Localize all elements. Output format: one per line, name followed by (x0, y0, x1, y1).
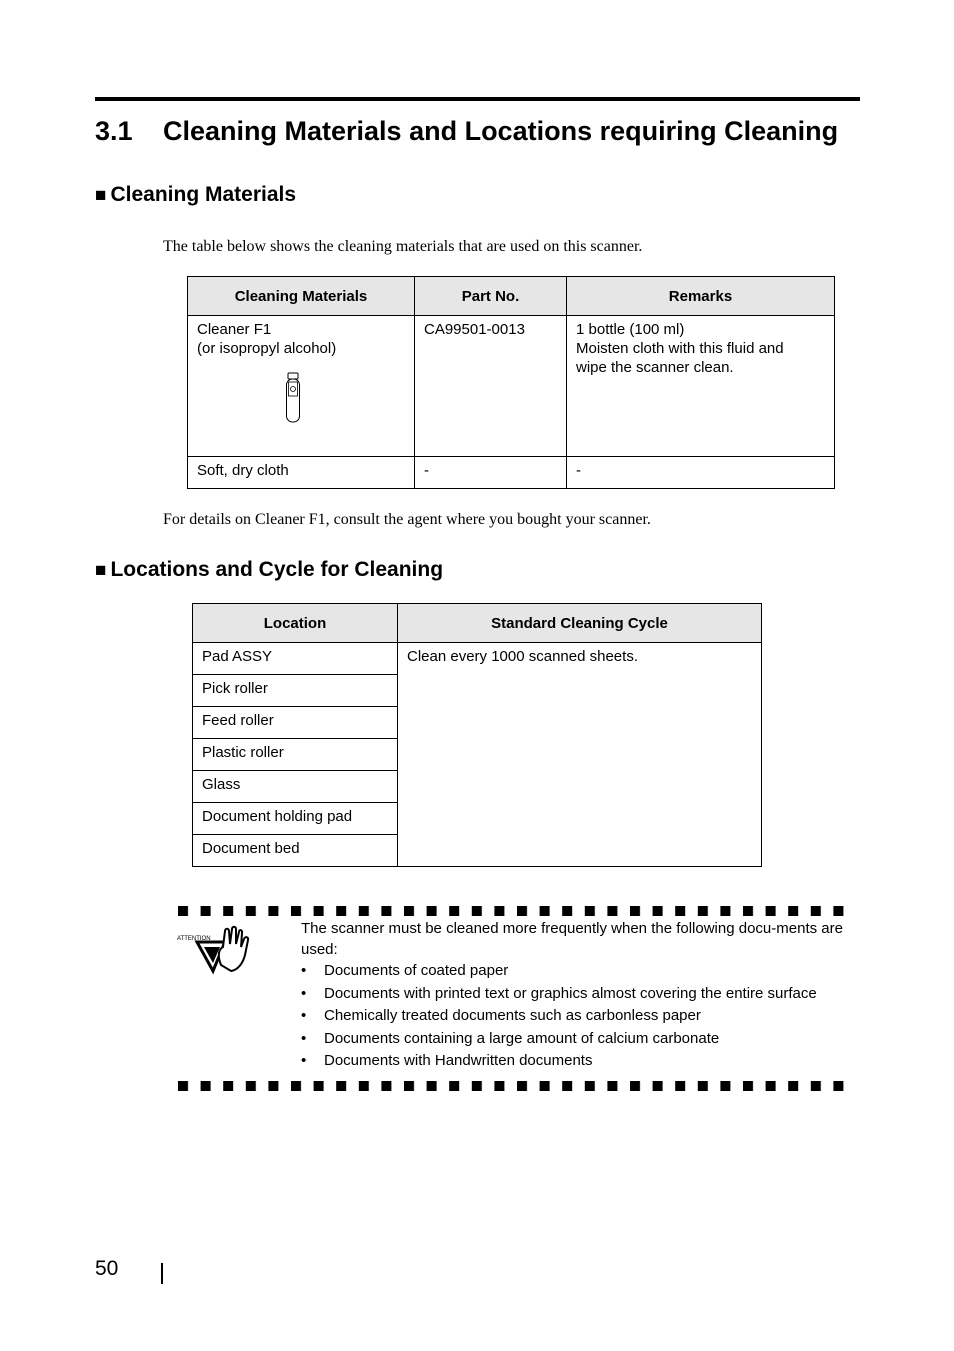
attention-hand-icon (175, 925, 251, 975)
table-header-row (188, 277, 835, 316)
list-item: • Documents containing a large amount of calcium carbonate (301, 1028, 817, 1051)
remarks-cell: - (567, 457, 835, 489)
attention-bottom-divider (178, 1081, 852, 1091)
location-cell: Document bed (193, 835, 398, 867)
square-bullet-icon: ■ (95, 185, 107, 206)
part-number-cell: - (415, 457, 567, 489)
page-number: 50 (95, 1257, 119, 1280)
cleaning-materials-table (187, 276, 835, 489)
table-row (188, 316, 835, 457)
section-heading-locations (95, 558, 443, 582)
location-cell: Glass (193, 771, 398, 803)
column-header: Part No. (415, 277, 567, 316)
location-cell: Feed roller (193, 707, 398, 739)
location-cell: Plastic roller (193, 739, 398, 771)
remarks-line: Moisten cloth with this fluid and (576, 340, 784, 357)
square-bullet-icon: ■ (95, 560, 107, 581)
remarks-line: wipe the scanner clean. (576, 359, 734, 376)
location-cell: Pick roller (193, 675, 398, 707)
column-header: Location (193, 604, 398, 643)
heading-text: Cleaning Materials (110, 183, 297, 206)
table-header-row (193, 604, 762, 643)
attention-top-divider (178, 906, 852, 916)
list-item: • Documents with printed text or graphics almost covering the entire surface (301, 983, 817, 1006)
attention-label: ATTENTION (177, 936, 211, 942)
page-number-divider (161, 1263, 163, 1284)
location-cell: Pad ASSY (193, 643, 398, 675)
material-cell: Soft, dry cloth (188, 457, 415, 489)
remarks-cell (567, 316, 835, 457)
top-rule (95, 97, 860, 101)
attention-text: The scanner must be cleaned more frequently when the following docu-ments are used: (301, 920, 843, 958)
list-item: • Documents of coated paper (301, 960, 817, 983)
cycle-cell: Clean every 1000 scanned sheets. (398, 643, 762, 867)
list-item: • Chemically treated documents such as carbonless paper (301, 1005, 817, 1028)
material-alt: (or isopropyl alcohol) (197, 340, 337, 357)
column-header: Cleaning Materials (188, 277, 415, 316)
column-header: Standard Cleaning Cycle (398, 604, 762, 643)
chapter-title (95, 116, 838, 147)
list-item: • Documents with Handwritten documents (301, 1050, 817, 1073)
heading-text: Locations and Cycle for Cleaning (110, 558, 444, 581)
table-row (188, 457, 835, 489)
chapter-number: 3.1 (95, 116, 133, 146)
intro-paragraph: The table below shows the cleaning materials that are used on this scanner. (163, 238, 643, 255)
part-number-cell: CA99501-0013 (415, 316, 567, 457)
attention-bullet-list (301, 960, 817, 1073)
material-cell (188, 316, 415, 457)
remarks-line: 1 bottle (100 ml) (576, 321, 685, 338)
cleaner-note: For details on Cleaner F1, consult the agent where you bought your scanner. (163, 511, 651, 528)
location-cell: Document holding pad (193, 803, 398, 835)
section-heading-cleaning-materials (95, 183, 296, 207)
table-row (193, 643, 762, 675)
column-header: Remarks (567, 277, 835, 316)
locations-table (192, 603, 762, 867)
cleaner-bottle-icon (285, 372, 301, 424)
chapter-title-text: Cleaning Materials and Locations requiring Cleaning (163, 116, 839, 146)
material-name: Cleaner F1 (197, 321, 272, 338)
